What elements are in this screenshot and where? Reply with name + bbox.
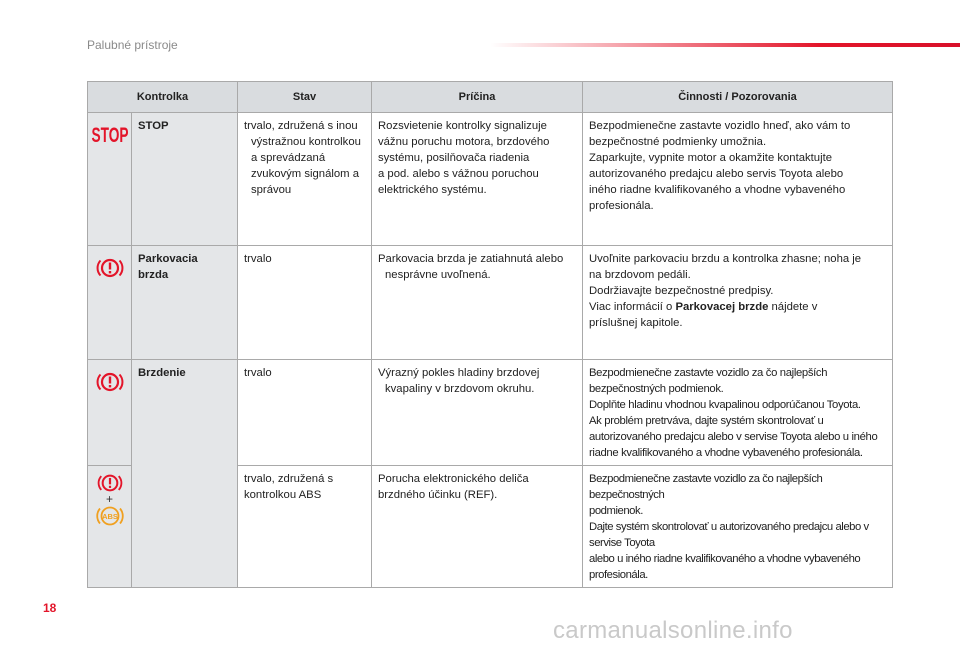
icon-cell bbox=[88, 360, 132, 466]
icon-cell bbox=[88, 113, 132, 246]
action-text bbox=[589, 299, 885, 315]
action-ref-prefix: Viac informácií o bbox=[589, 301, 676, 313]
column-header-stav: Stav bbox=[238, 82, 372, 113]
action-text: autorizovaného predajcu alebo servis Toyota alebo bbox=[589, 168, 844, 180]
warning-name: Brzdenie bbox=[132, 360, 238, 588]
action-text: riadne kvalifikovaného a vhodne vybaveného profesionála. bbox=[589, 447, 863, 459]
cause-text: systému, posilňovača riadenia bbox=[378, 152, 530, 164]
state-text: správou bbox=[251, 184, 292, 196]
table-row bbox=[88, 360, 893, 466]
warning-lights-table bbox=[87, 81, 893, 588]
column-header-pricina: Príčina bbox=[372, 82, 583, 113]
watermark-text: carmanualsonline.info bbox=[553, 617, 793, 644]
state-text: zvukovým signálom a bbox=[251, 168, 359, 180]
page-header-title: Palubné prístroje bbox=[87, 38, 178, 52]
column-header-cinnosti: Činnosti / Pozorovania bbox=[583, 82, 893, 113]
action-text: podmienok. bbox=[589, 505, 643, 517]
action-ref-bold: Parkovacej brzde bbox=[675, 301, 769, 313]
action-text: Doplňte hladinu vhodnou kvapalinou odporúčanou Toyota. bbox=[589, 399, 861, 411]
cause-text: Výrazný pokles hladiny brzdovej bbox=[378, 367, 540, 379]
action-text: Bezpodmienečne zastavte vozidlo za čo najlepších bezpečnostných bbox=[589, 473, 823, 501]
svg-text:ABS: ABS bbox=[101, 511, 118, 521]
column-header-kontrolka: Kontrolka bbox=[88, 82, 238, 113]
warning-name bbox=[132, 246, 238, 360]
action-text: príslušnej kapitole. bbox=[589, 317, 683, 329]
cause-text: brzdného účinku (REF). bbox=[378, 489, 498, 501]
stop-warning-icon bbox=[90, 123, 130, 145]
cause-text: kvapaliny v brzdovom okruhu. bbox=[385, 383, 535, 395]
brake-warning-icon bbox=[95, 370, 125, 394]
page-number: 18 bbox=[43, 601, 57, 615]
icon-cell bbox=[88, 466, 132, 588]
state-text: trvalo bbox=[244, 253, 272, 265]
action-text: bezpečnostné podmienky umožnia. bbox=[589, 136, 767, 148]
table-header-row bbox=[88, 82, 893, 113]
action-text: Bezpodmienečne zastavte vozidlo hneď, ako vám to bbox=[589, 120, 851, 132]
state-text: a sprevádzaná bbox=[251, 152, 326, 164]
action-text: profesionála. bbox=[589, 200, 654, 212]
action-text: autorizovaného predajcu alebo v servise Toyota alebo u iného bbox=[589, 431, 878, 443]
plus-sign: + bbox=[105, 492, 113, 506]
action-cell bbox=[583, 113, 893, 246]
action-text: Zaparkujte, vypnite motor a okamžite kontaktujte bbox=[589, 152, 832, 164]
state-text: trvalo bbox=[244, 367, 272, 379]
cause-cell bbox=[372, 466, 583, 588]
cause-text: elektrického systému. bbox=[378, 184, 487, 196]
warning-name-text: brzda bbox=[138, 269, 169, 281]
state-cell bbox=[238, 113, 372, 246]
state-text: trvalo, združená s inou bbox=[244, 120, 358, 132]
state-text: výstražnou kontrolkou bbox=[251, 136, 361, 148]
table-row bbox=[88, 113, 893, 246]
abs-warning-icon bbox=[95, 504, 125, 528]
cause-text: vážnu poruchu motora, brzdového bbox=[378, 136, 550, 148]
cause-text: Porucha elektronického deliča bbox=[378, 473, 529, 485]
state-text: kontrolkou ABS bbox=[244, 489, 322, 501]
svg-text:STOP: STOP bbox=[91, 124, 128, 147]
action-text: Ak problém pretrváva, dajte systém skontrolovať u bbox=[589, 415, 824, 427]
warning-name-text: Parkovacia bbox=[138, 253, 198, 265]
action-text: Dajte systém skontrolovať u autorizovaného predajcu alebo v servise Toyota bbox=[589, 521, 869, 549]
state-text: trvalo, združená s bbox=[244, 473, 334, 485]
icon-group bbox=[95, 472, 125, 528]
cause-text: a pod. alebo s vážnou poruchou bbox=[378, 168, 539, 180]
warning-name: STOP bbox=[132, 113, 238, 246]
action-text: Uvoľnite parkovaciu brzdu a kontrolka zhasne; noha je bbox=[589, 253, 862, 265]
action-text: alebo u iného riadne kvalifikovaného a vhodne vybaveného profesionála. bbox=[589, 553, 861, 581]
cause-text: Rozsvietenie kontrolky signalizuje bbox=[378, 120, 547, 132]
parking-brake-warning-icon bbox=[95, 256, 125, 280]
cause-cell bbox=[372, 113, 583, 246]
cause-text: Parkovacia brzda je zatiahnutá alebo bbox=[378, 253, 564, 265]
action-cell bbox=[583, 466, 893, 588]
state-cell bbox=[238, 246, 372, 360]
action-text: Dodržiavajte bezpečnostné predpisy. bbox=[589, 285, 774, 297]
cause-text: nesprávne uvoľnená. bbox=[385, 269, 491, 281]
brake-warning-icon bbox=[95, 472, 125, 494]
action-text: bezpečnostných podmienok. bbox=[589, 383, 724, 395]
action-ref-suffix: nájdete v bbox=[768, 301, 818, 313]
action-cell bbox=[583, 360, 893, 466]
action-text: Bezpodmienečne zastavte vozidlo za čo najlepších bbox=[589, 367, 828, 379]
action-text: iného riadne kvalifikovaného a vhodne vybaveného bbox=[589, 184, 846, 196]
action-cell bbox=[583, 246, 893, 360]
icon-cell bbox=[88, 246, 132, 360]
state-cell bbox=[238, 360, 372, 466]
header-accent-bar bbox=[490, 43, 960, 47]
cause-cell bbox=[372, 246, 583, 360]
cause-cell bbox=[372, 360, 583, 466]
action-text: na brzdovom pedáli. bbox=[589, 269, 691, 281]
state-cell bbox=[238, 466, 372, 588]
table-row bbox=[88, 246, 893, 360]
